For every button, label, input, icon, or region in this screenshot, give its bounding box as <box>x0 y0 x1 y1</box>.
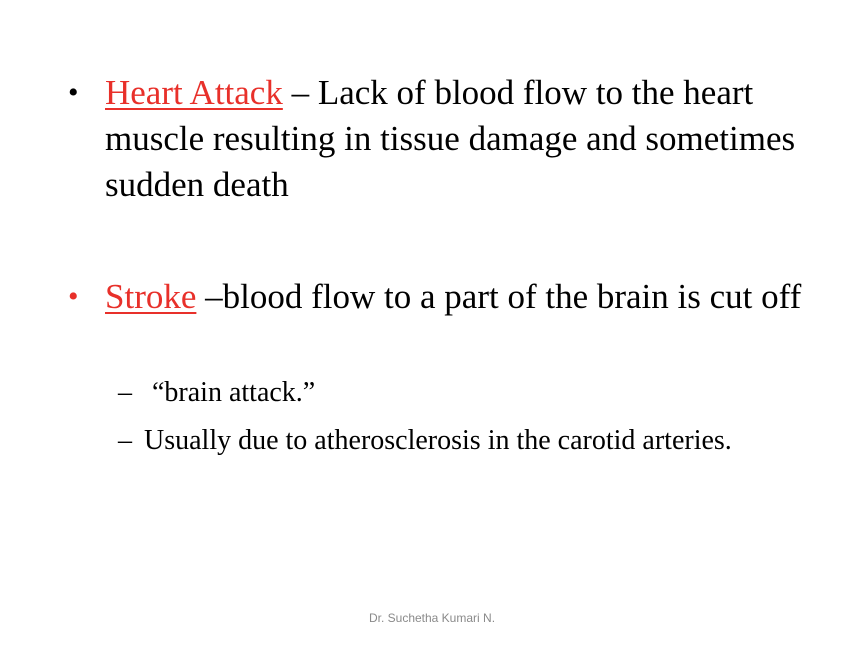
bullet-heart-attack <box>68 70 808 208</box>
bullet-description: –blood flow to a part of the brain is cut off <box>196 277 802 316</box>
bullet-description: – Lack of blood flow to the heart muscle resulting in tissue damage and sometimes sudden death <box>105 73 796 204</box>
bullet-marker: • <box>68 280 79 313</box>
sub-text: “brain attack.” <box>152 377 316 408</box>
sub-text: Usually due to atherosclerosis in the carotid arteries. <box>144 425 732 456</box>
sub-dash: – <box>118 377 132 408</box>
footer-author: Dr. Suchetha Kumari N. <box>368 611 496 625</box>
bullet-text <box>105 70 808 208</box>
sub-item-brain-attack <box>118 373 778 413</box>
sub-item-atherosclerosis <box>118 421 778 461</box>
sub-dash: – <box>118 425 132 456</box>
term-stroke: Stroke <box>105 277 197 316</box>
bullet-stroke <box>68 274 808 320</box>
bullet-text <box>105 274 808 320</box>
bullet-marker: • <box>68 76 79 109</box>
term-heart-attack: Heart Attack <box>105 73 283 112</box>
